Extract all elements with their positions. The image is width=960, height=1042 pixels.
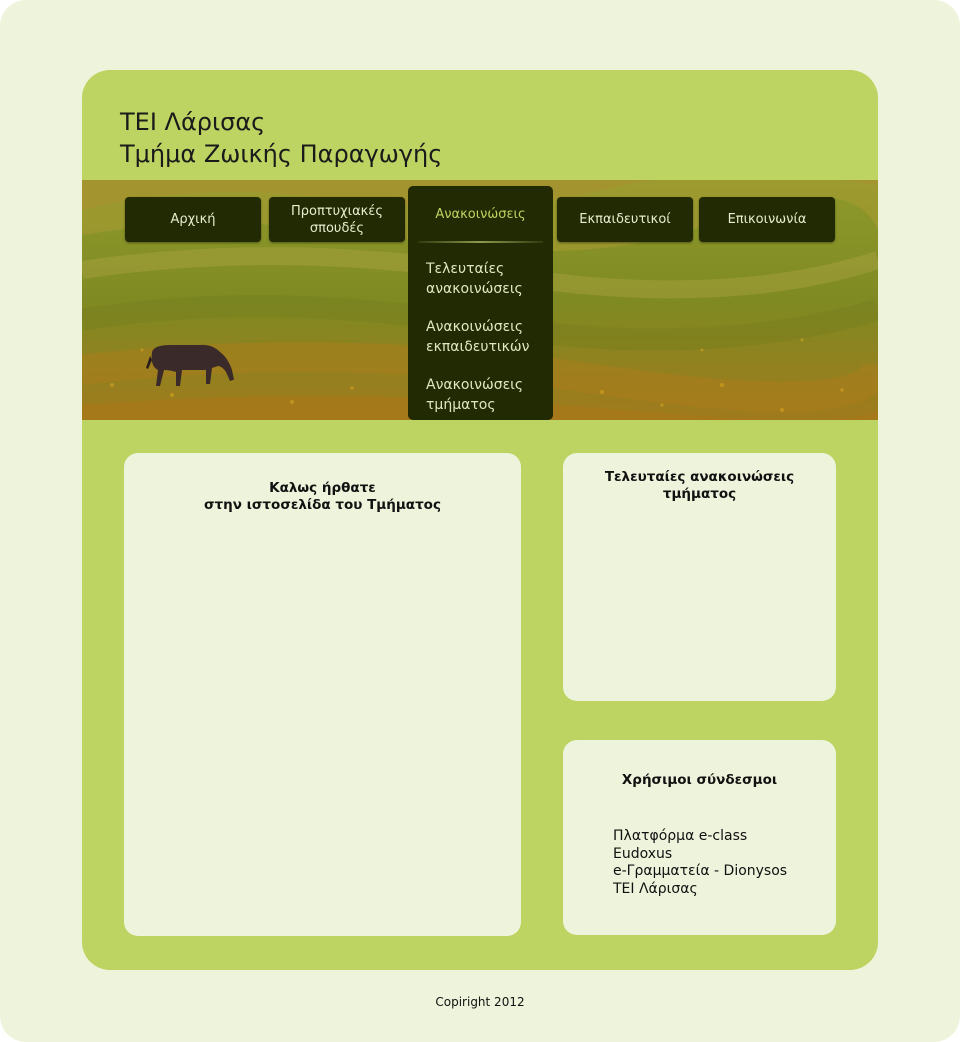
useful-links-panel xyxy=(563,740,836,935)
nav-teachers-button[interactable] xyxy=(557,197,693,242)
dropdown-item-department[interactable] xyxy=(426,375,546,415)
useful-links-list xyxy=(613,828,787,898)
nav-home-button[interactable] xyxy=(125,197,261,242)
dropdown-separator xyxy=(418,241,543,243)
main-frame xyxy=(82,70,878,970)
nav-contact-button[interactable] xyxy=(699,197,835,242)
dropdown-item-teachers-line-1: Ανακοινώσεις xyxy=(426,319,524,335)
footer-copyright: Copiright 2012 xyxy=(435,995,525,1009)
nav-undergrad-label-line-2: σπουδές xyxy=(309,220,365,236)
nav-undergrad-label-line-1: Προπτυχιακές xyxy=(291,203,383,219)
link-tei-larisas[interactable]: ΤΕΙ Λάρισας xyxy=(613,880,698,897)
dropdown-item-department-line-1: Ανακοινώσεις xyxy=(426,377,524,393)
latest-announcements-title-line-2: τμήματος xyxy=(662,486,737,502)
nav-undergrad-button[interactable] xyxy=(269,197,405,242)
welcome-title-line-1: Καλως ήρθατε xyxy=(269,480,376,496)
nav-announcements-button[interactable] xyxy=(408,186,553,242)
site-title xyxy=(120,106,442,170)
latest-announcements-panel xyxy=(563,453,836,701)
nav-teachers-label: Εκπαιδευτικοί xyxy=(579,212,671,227)
announcements-dropdown xyxy=(408,186,553,420)
site-title-line-2: Τμήμα Ζωικής Παραγωγής xyxy=(120,140,443,168)
dropdown-item-teachers[interactable] xyxy=(426,317,546,357)
nav-announcements-label: Ανακοινώσεις xyxy=(435,206,526,222)
dropdown-item-latest-line-1: Τελευταίες xyxy=(426,261,505,277)
nav-contact-label: Επικοινωνία xyxy=(727,212,807,227)
latest-announcements-title xyxy=(563,469,836,503)
dropdown-item-latest-line-2: ανακοινώσεις xyxy=(426,281,523,297)
welcome-panel xyxy=(124,453,521,936)
dropdown-item-teachers-line-2: εκπαιδευτικών xyxy=(426,339,530,355)
dropdown-item-department-line-2: τμήματος xyxy=(426,397,496,413)
link-egrammateia[interactable]: e-Γραμματεία - Dionysos xyxy=(613,863,788,879)
welcome-title-line-2: στην ιστοσελίδα του Τμήματος xyxy=(204,497,441,513)
welcome-title xyxy=(124,480,521,514)
dropdown-item-latest[interactable] xyxy=(426,259,546,299)
useful-links-title: Χρήσιμοι σύνδεσμοι xyxy=(621,772,778,788)
link-eudoxus[interactable]: Eudoxus xyxy=(613,845,673,862)
site-title-line-1: ΤΕΙ Λάρισας xyxy=(120,108,266,136)
link-eclass[interactable]: Πλατφόρμα e-class xyxy=(613,828,748,844)
latest-announcements-title-line-1: Τελευταίες ανακοινώσεις xyxy=(604,469,795,485)
nav-home-label: Αρχική xyxy=(170,212,216,227)
